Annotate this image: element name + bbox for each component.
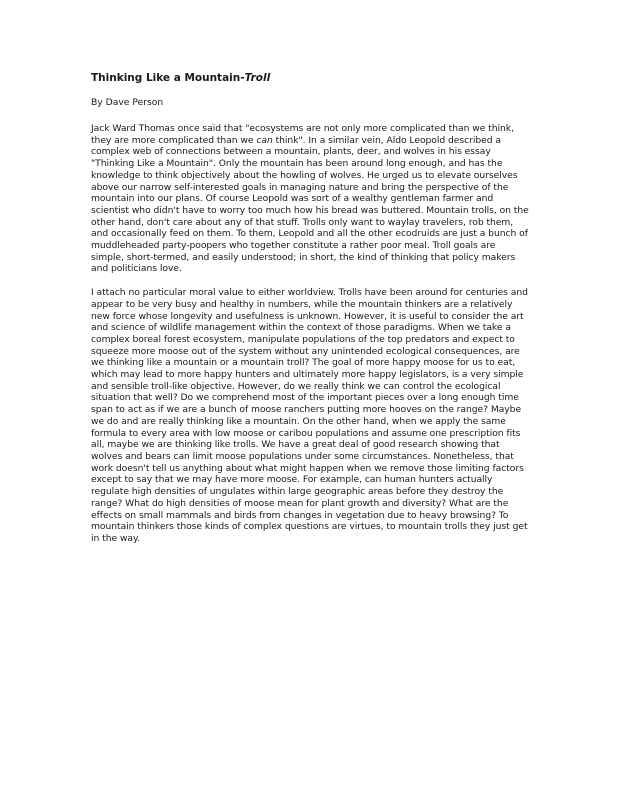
paragraph-2: I attach no particular moral value to either worldview. Trolls have been around for centuries and appear to be very busy and healthy in numbers, while the mountain thinkers are a relatively new force whose longevity and usefulness is unknown. However, it is useful to consider the art and science of wildlife management within the context of those paradigms. When we take a complex boreal forest ecosystem, manipulate populations of the top predators and expect to squeeze more moose out of the system without any unintended ecological consequences, are we thinking like a mountain or a mountain troll? The goal of more happy moose for us to eat, which may lead to more happy hunters and ultimately more happy legislators, is a very simple and sensible troll-like objective. However, do we really think we can control the ecological situation that well? Do we comprehend most of the important pieces over a long enough time span to act as if we are a bunch of moose ranchers putting more hooves on the range? Maybe we do and are really thinking like a mountain. On the other hand, when we apply the same formula to every area with low moose or caribou populations and assume one prescription fits all, maybe we are thinking like trolls. We have a great deal of good research showing that wolves and bears can limit moose populations under some circumstances. Nonetheless, that work doesn't tell us anything about what might happen when we remove those limiting factors except to say that we may have more moose. For example, can human hunters actually regulate high densities of ungulates within large geographic areas before they destroy the range? What do high densities of moose mean for plant growth and diversity? What are the effects on small mammals and birds from changes in vegetation due to heavy browsing? To mountain thinkers those kinds of complex questions are virtues, to mountain trolls they just get in the way. xyxy=(91,287,528,544)
byline: By Dave Person xyxy=(91,97,164,108)
paragraph-1-emphasis: can xyxy=(256,134,273,146)
paragraph-1-part-b: think". In a similar vein, Aldo Leopold described a complex web of connections between a mountain, plants, deer, and wolves in his essay "Thinking Like a Mountain". Only the mountain has been around long enough, and has the knowledge to think objectively about the howling of wolves. He urged us to elevate ourselves above our narrow self-interested goals in managing nature and bring the perspective of the mountain into our plans. Of course Leopold was sort of a wealthy gentleman farmer and scientist who didn't have to worry too much how his bread was buttered. Mountain trolls, on the other hand, don't care about any of that stuff. Trolls only want to waylay travelers, rob them, and occasionally feed on them. To them, Leopold and all the other ecodruids are just a bunch of muddleheaded party-poopers who together constitute a rather poor meal. Troll goals are simple, short-termed, and easily understood; in short, the kind of thinking that policy makers and politicians love. xyxy=(91,134,529,275)
paragraph-1-part-a: Jack Ward Thomas once said that "ecosystems are not only more complicated than we think, they are more complicated than we xyxy=(91,123,514,146)
paragraph-1 xyxy=(91,123,531,275)
document-page xyxy=(91,71,531,557)
document-title xyxy=(91,71,531,85)
title-emphasis: Troll xyxy=(244,72,271,84)
title-main: Thinking Like a Mountain- xyxy=(91,72,245,84)
